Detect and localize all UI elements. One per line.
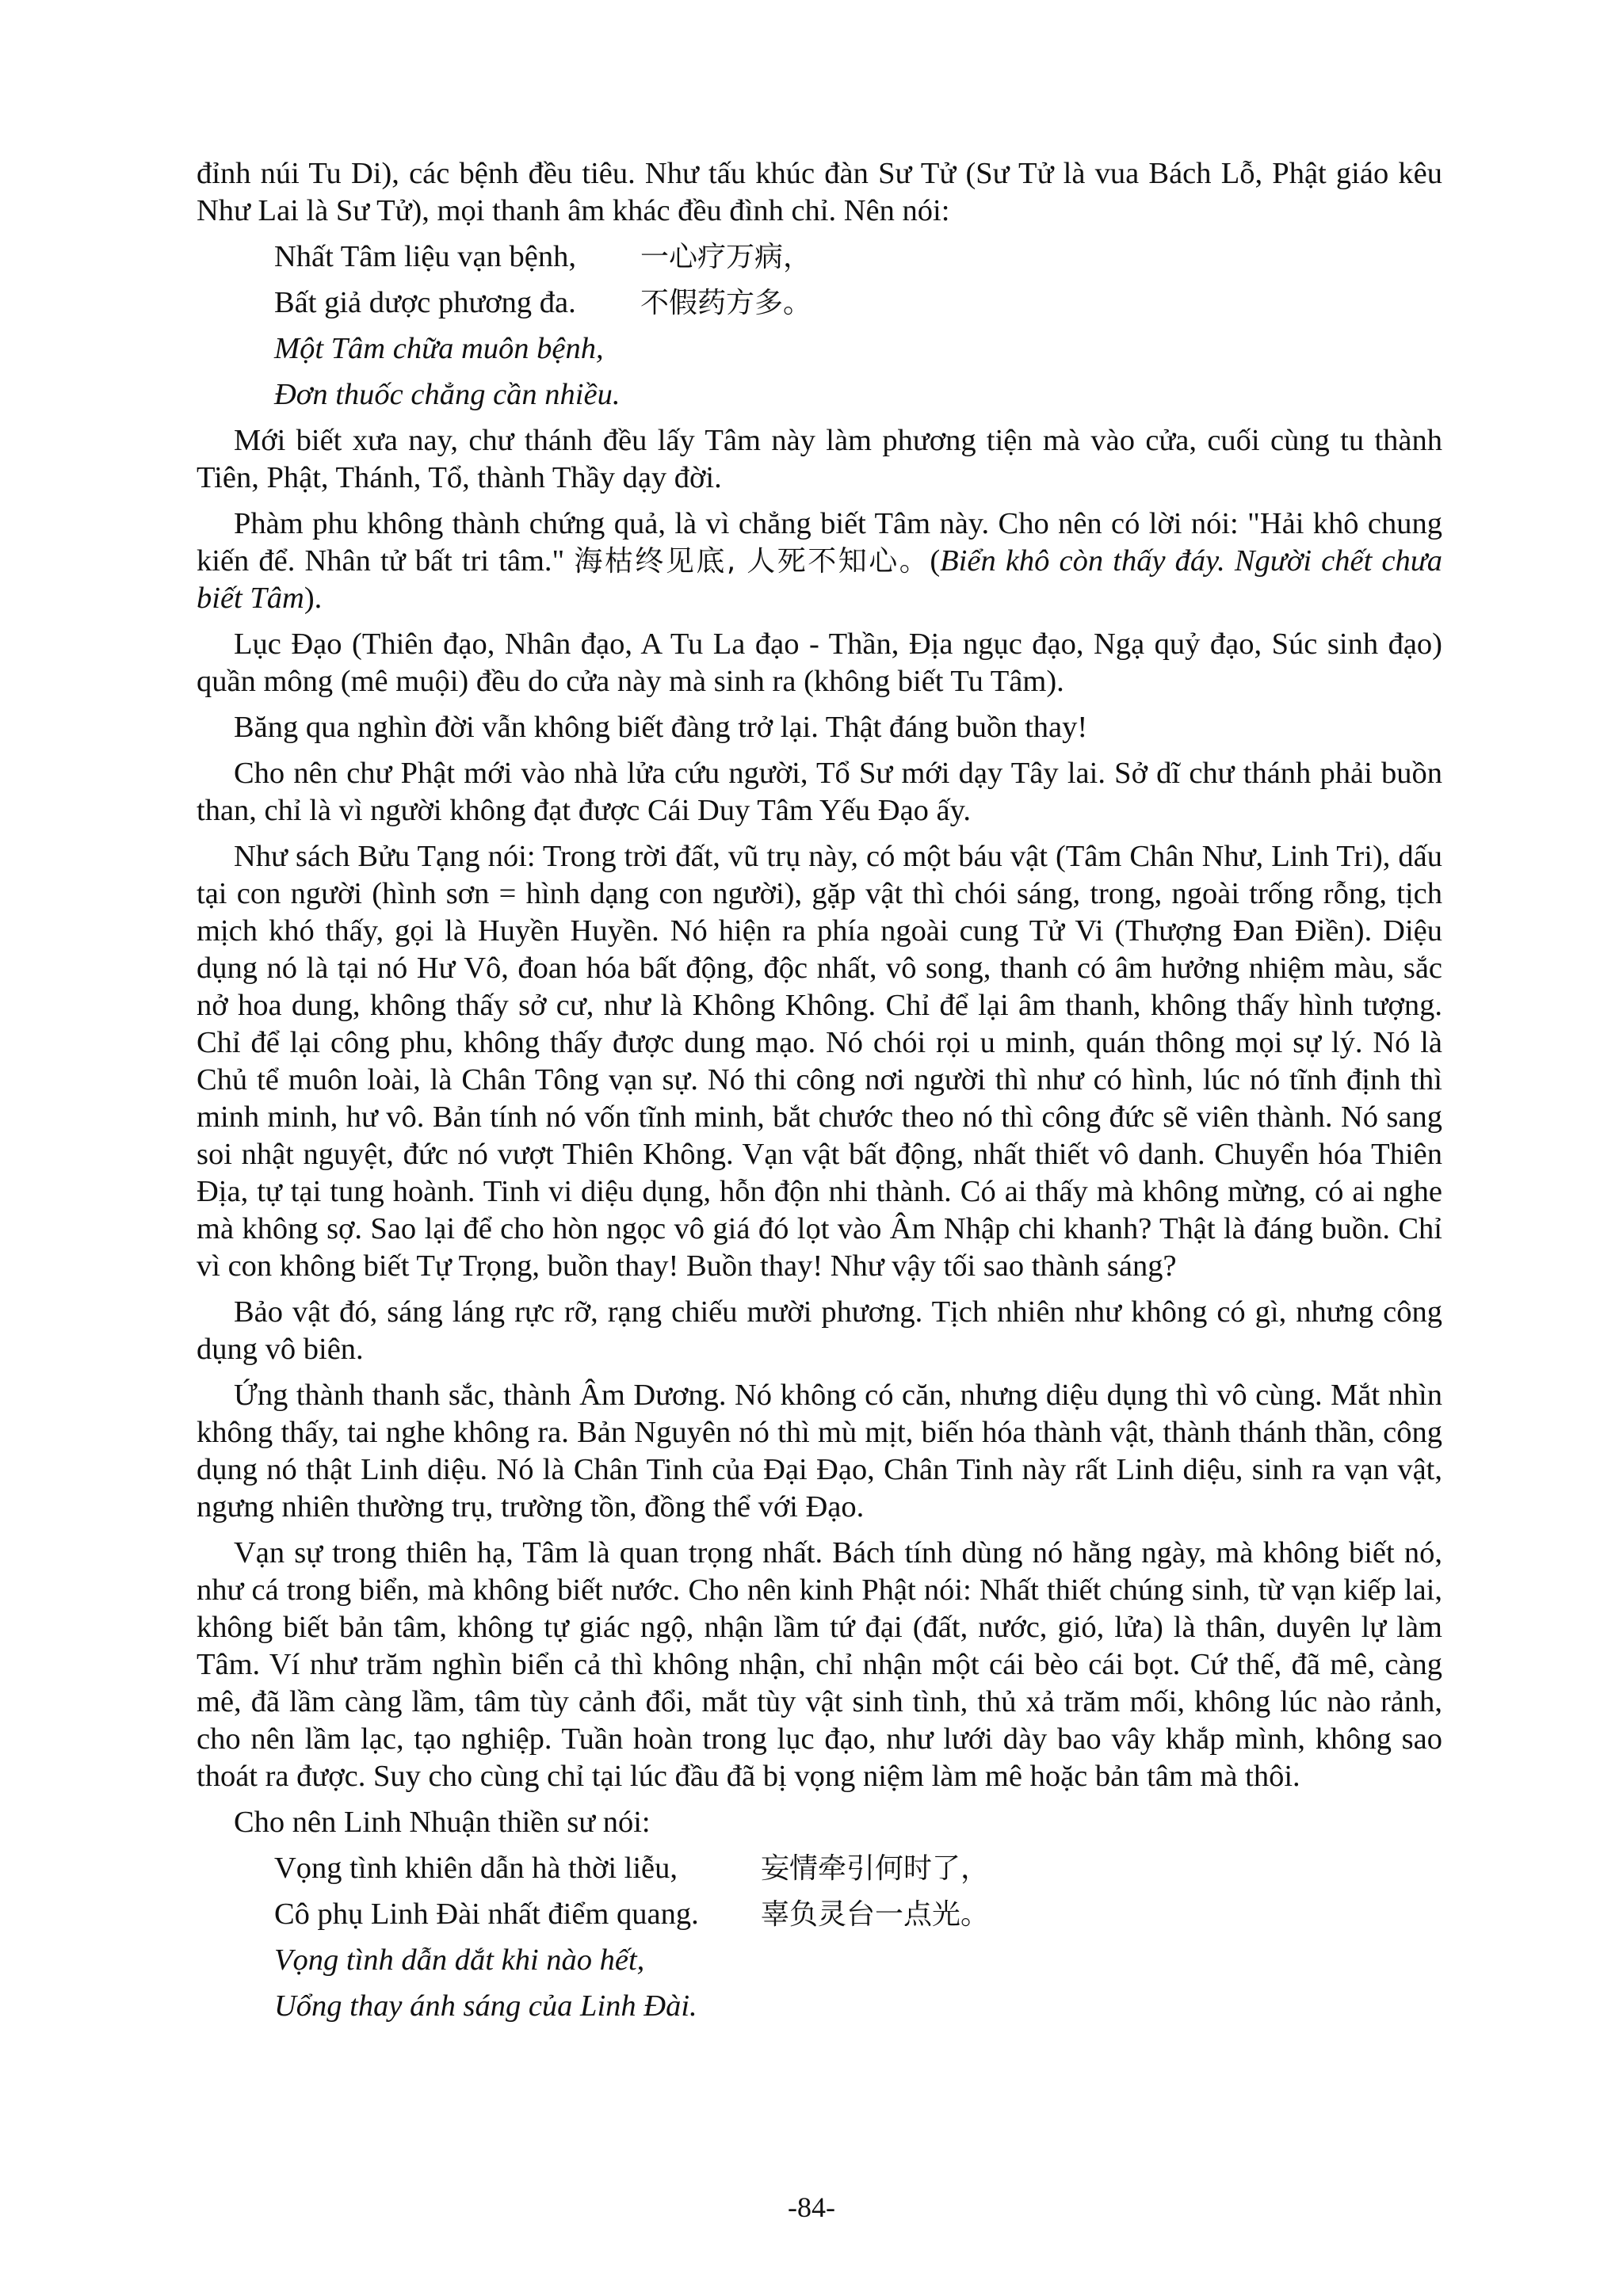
verse-translation-line: Một Tâm chữa muôn bệnh, xyxy=(274,332,604,365)
paren-open: ( xyxy=(930,544,941,578)
chinese-quote: 海枯终见底, 人死不知心。 xyxy=(574,545,930,578)
paragraph: Cho nên chư Phật mới vào nhà lửa cứu người, Tổ Sư mới dạy Tây lai. Sở dĩ chư thánh phải buồn than, chỉ là vì người không đạt được Cái Duy Tâm Yếu Đạo ấy. xyxy=(197,757,1442,827)
paragraph-hai-kho xyxy=(197,505,1442,617)
verse-line xyxy=(274,238,1442,276)
verse-line-chinese: 妄情牵引何时了， xyxy=(761,1852,990,1885)
verse-line-vietnamese: Nhất Tâm liệu vạn bệnh, xyxy=(274,240,576,273)
verse-line-chinese: 不假药方多。 xyxy=(640,287,812,319)
verse-line xyxy=(274,1896,1442,1933)
paragraph: Bảo vật đó, sáng láng rực rỡ, rạng chiếu mười phương. Tịch nhiên như không có gì, nhưng công dụng vô biên. xyxy=(197,1295,1442,1366)
verse-line-vietnamese: Bất giả dược phương đa. xyxy=(274,286,576,319)
paragraph: Lục Đạo (Thiên đạo, Nhân đạo, A Tu La đạo - Thần, Địa ngục đạo, Ngạ quỷ đạo, Súc sinh đạo) quần mông (mê muội) đều do cửa này mà sinh ra (không biết Tu Tâm). xyxy=(197,627,1442,698)
italic-translation: Biển khô còn thấy đáy. Người chết chưa biết Tâm xyxy=(197,544,1443,615)
verse-line-vietnamese: Cô phụ Linh Đài nhất điểm quang. xyxy=(274,1897,699,1931)
paragraph-buu-tang: Như sách Bửu Tạng nói: Trong trời đất, vũ trụ này, có một báu vật (Tâm Chân Như, Linh Tri), dấu tại con người (hình sơn = hình dạng con người), gặp vật thì chói sáng, trong, ngoài trống rỗng, tịch mịch khó thấy, gọi là Huyền Huyền. Nó hiện ra phía ngoài cung Tử Vi (Thượng Đan Điền). Diệu dụng nó là tại nó Hư Vô, đoan hóa bất động, độc nhất, vô song, thanh có âm hưởng nhiệm màu, sắc nở hoa dung, không thấy sở cư, như là Không Không. Chỉ để lại âm thanh, không thấy hình tượng. Chỉ để lại công phu, không thấy được dung mạo. Nó chói rọi u minh, quán thông mọi sự lý. Nó là Chủ tể muôn loài, là Chân Tông vạn sự. Nó thi công nơi người thì như có hình, lúc nó tĩnh định thì minh minh, hư vô. Bản tính nó vốn tĩnh minh, bắt chước theo nó thì công đức sẽ viên thành. Nó sang soi nhật nguyệt, đức nó vượt Thiên Không. Vạn vật bất động, nhất thiết vô danh. Chuyển hóa Thiên Địa, tự tại tung hoành. Tinh vi diệu dụng, hỗn độn nhi thành. Có ai thấy mà không mừng, có ai nghe mà không sợ. Sao lại để cho hòn ngọc vô giá đó lọt vào Âm Nhập chi khanh? Thật là đáng buồn. Chỉ vì con không biết Tự Trọng, buồn thay! Buồn thay! Như vậy tối sao thành sáng? xyxy=(197,840,1442,1283)
verse-line xyxy=(274,1850,1442,1887)
paragraph-intro: đỉnh núi Tu Di), các bệnh đều tiêu. Như tấu khúc đàn Sư Tử (Sư Tử là vua Bách Lỗ, Phật giáo kêu Như Lai là Sư Tử), mọi thanh âm khác đều đình chỉ. Nên nói: xyxy=(197,157,1442,227)
paragraph: Cho nên Linh Nhuận thiền sư nói: xyxy=(234,1806,651,1839)
verse-translation-line: Đơn thuốc chẳng cần nhiều. xyxy=(274,378,621,411)
page-number: -84- xyxy=(788,2191,835,2223)
verse-line-vietnamese: Vọng tình khiên dẫn hà thời liễu, xyxy=(274,1852,678,1885)
paragraph: Vạn sự trong thiên hạ, Tâm là quan trọng nhất. Bách tính dùng nó hằng ngày, mà không biết nó, như cá trong biển, mà không biết nước. Cho nên kinh Phật nói: Nhất thiết chúng sinh, từ vạn kiếp lai, không biết bản tâm, không tự giác ngộ, nhận lầm tứ đại (đất, nước, gió, lửa) là thân, duyên lự làm Tâm. Ví như trăm nghìn biển cả thì không nhận, chỉ nhận một cái bèo cái bọt. Cứ thế, đã mê, càng mê, đã lầm càng lầm, tâm tùy cảnh đổi, mắt tùy vật sinh tình, thủ xả trăm mối, không lúc nào rảnh, cho nên lầm lạc, tạo nghiệp. Tuần hoàn trong lục đạo, như lưới dày bao vây khắp mình, không sao thoát ra được. Suy cho cùng chỉ tại lúc đầu đã bị vọng niệm làm mê hoặc bản tâm mà thôi. xyxy=(197,1536,1442,1793)
verse-line-chinese: 辜负灵台一点光。 xyxy=(761,1898,990,1931)
verse-translation-line: Uổng thay ánh sáng của Linh Đài. xyxy=(274,1989,697,2023)
document-page xyxy=(197,155,1442,2034)
verse-translation-line: Vọng tình dẫn dắt khi nào hết, xyxy=(274,1943,645,1977)
paragraph-text: Phàm phu không thành chứng quả, là vì chẳng biết Tâm này. Cho nên có lời nói: "Hải khô chung kiến để. Nhân tử bất tri tâm." xyxy=(197,507,1442,578)
verse-line-chinese: 一心疗万病， xyxy=(640,241,812,273)
verse-nhat-tam xyxy=(274,238,1442,414)
paragraph: Băng qua nghìn đời vẫn không biết đàng trở lại. Thật đáng buồn thay! xyxy=(234,711,1088,744)
paragraph: Mới biết xưa nay, chư thánh đều lấy Tâm này làm phương tiện mà vào cửa, cuối cùng tu thành Tiên, Phật, Thánh, Tổ, thành Thầy dạy đời. xyxy=(197,424,1442,494)
verse-vong-tinh xyxy=(274,1850,1442,2025)
paren-close: ). xyxy=(304,582,323,615)
verse-line xyxy=(274,284,1442,322)
paragraph: Ứng thành thanh sắc, thành Âm Dương. Nó không có căn, nhưng diệu dụng thì vô cùng. Mắt nhìn không thấy, tai nghe không ra. Bản Nguyên nó thì mù mịt, biến hóa thành vật, thành thánh thần, công dụng nó thật Linh diệu. Nó là Chân Tinh của Đại Đạo, Chân Tinh này rất Linh diệu, sinh ra vạn vật, ngưng nhiên thường trụ, trường tồn, đồng thể với Đạo. xyxy=(197,1379,1442,1524)
